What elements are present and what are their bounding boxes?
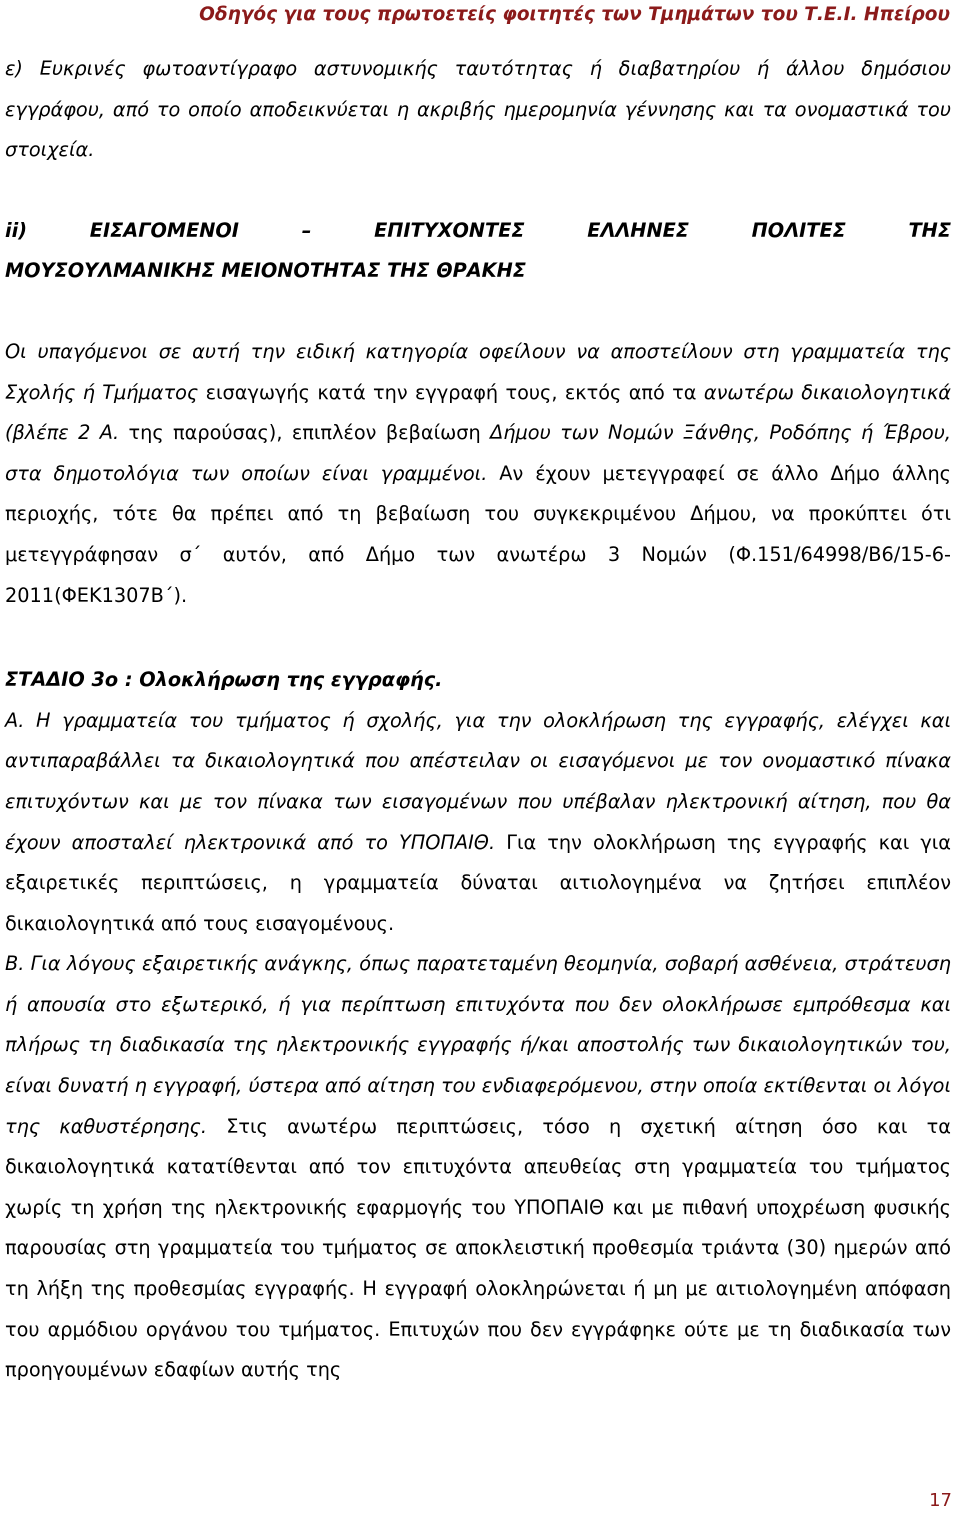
- section-ii-text-5: Δήμου των Νομών Ξάνθης, Ροδόπης ή Έβρου, στα δημοτολόγια των οποίων είναι γραμμένοι.: [5, 421, 951, 485]
- running-header: Οδηγός για τους πρωτοετείς φοιτητές των Τμημάτων του Τ.Ε.Ι. Ηπείρου: [199, 4, 950, 25]
- document-body: [5, 49, 951, 1391]
- spacer: [5, 171, 951, 211]
- section-ii-heading-line2: ΜΟΥΣΟΥΛΜΑΝΙΚΗΣ ΜΕΙΟΝΟΤΗΤΑΣ ΤΗΣ ΘΡΑΚΗΣ: [5, 259, 526, 283]
- spacer: [5, 292, 951, 332]
- stage-3-b-text-2: Στις ανωτέρω περιπτώσεις, τόσο η σχετική αίτηση όσο και τα δικαιολογητικά κατατίθενται από τον επιτυχόντα απευθείας στη γραμματεία του τμήματος χωρίς τη χρήση της ηλεκτρονικής εφαρμογής του ΥΠΟΠΑΙΘ και με πιθανή υποχρέωση φυσικής παρουσίας στη γραμματεία του τμήματος σε αποκλειστική προθεσμία τριάντα (30) ημερών από τη λήξη της προθεσμίας εγγραφής. Η εγγραφή ολοκληρώνεται ή μη με αιτιολογημένη απόφαση του αρμόδιου οργάνου του τμήματος. Επιτυχών που δεν εγγράφηκε ούτε με τη διαδικασία των προηγουμένων εδαφίων αυτής της: [5, 1114, 951, 1382]
- stage-3-heading: ΣΤΑΔΙΟ 3ο : Ολοκλήρωση της εγγραφής.: [5, 668, 443, 692]
- stage-3-a-text-2: Για την ολοκλήρωση της εγγραφής και για εξαιρετικές περιπτώσεις, η γραμματεία δύναται αιτιολογημένα να ζητήσει επιπλέον δικαιολογητικά από τους εισαγομένους.: [5, 830, 952, 935]
- section-ii-text-4: της παρούσας), επιπλέον βεβαίωση: [119, 421, 491, 445]
- section-ii-text-3: ανωτέρω δικαιολογητικά (βλέπε 2 Α.: [5, 380, 952, 445]
- section-ii-heading-line1: ii) ΕΙΣΑΓΟΜΕΝΟΙ – ΕΠΙΤΥΧΟΝΤΕΣ ΕΛΛΗΝΕΣ ΠΟΛΙΤΕΣ ΤΗΣ: [5, 218, 951, 242]
- spacer: [5, 616, 951, 660]
- section-ii-text-6: Αν έχουν μετεγγραφεί σε άλλο Δήμο άλλης περιοχής, τότε θα πρέπει από τη βεβαίωση του συγκεκριμένου Δήμου, να προκύπτει ότι μετεγγράφησαν σ΄ αυτόν, από Δήμο των ανωτέρω 3 Νομών (Φ.151/64998/Β6/15-6-2011(ΦΕΚ1307Β΄).: [5, 461, 951, 607]
- stage-3-a-text-1: Α. Η γραμματεία του τμήματος ή σχολής, για την ολοκλήρωση της εγγραφής, ελέγχει και αντιπαραβάλλει τα δικαιολογητικά που απέστειλαν οι εισαγόμενοι με τον ονομαστικό πίνακα επιτυχόντων και με τον πίνακα των εισαγομένων που υπέβαλαν ηλεκτρονική αίτηση, που θα έχουν αποσταλεί ηλεκτρονικά από το ΥΠΟΠΑΙΘ.: [5, 708, 951, 854]
- section-ii-heading: [5, 211, 951, 292]
- section-ii-text-1: Οι υπαγόμενοι σε αυτή την ειδική κατηγορία οφείλουν να αποστείλουν στη γραμματεία της Σχολής ή Τμήματος: [5, 339, 951, 404]
- stage-3-paragraph-b: [5, 944, 951, 1391]
- page-number: 17: [929, 1490, 952, 1511]
- stage-3-b-text-1: Β. Για λόγους εξαιρετικής ανάγκης, όπως παρατεταμένη θεομηνία, σοβαρή ασθένεια, στράτευση ή απουσία στο εξωτερικό, ή για περίπτωση επιτυχόντα που δεν ολοκλήρωσε εμπρόθεσμα και πλήρως τη διαδικασία της ηλεκτρονικής εγγραφής ή/και αποστολής των δικαιολογητικών του, είναι δυνατή η εγγραφή, ύστερα από αίτηση του ενδιαφερόμενου, στην οποία εκτίθενται οι λόγοι της καθυστέρησης.: [5, 952, 951, 1138]
- section-e-paragraph: ε) Ευκρινές φωτοαντίγραφο αστυνομικής ταυτότητας ή διαβατηρίου ή άλλου δημόσιου εγγράφου, από το οποίο αποδεικνύεται η ακριβής ημερομηνία γέννησης και τα ονομαστικά του στοιχεία.: [5, 57, 951, 162]
- section-ii-paragraph: [5, 332, 951, 616]
- stage-3-paragraph-a: [5, 701, 951, 945]
- section-ii-text-2: εισαγωγής κατά την εγγραφή τους, εκτός από τα: [198, 380, 704, 404]
